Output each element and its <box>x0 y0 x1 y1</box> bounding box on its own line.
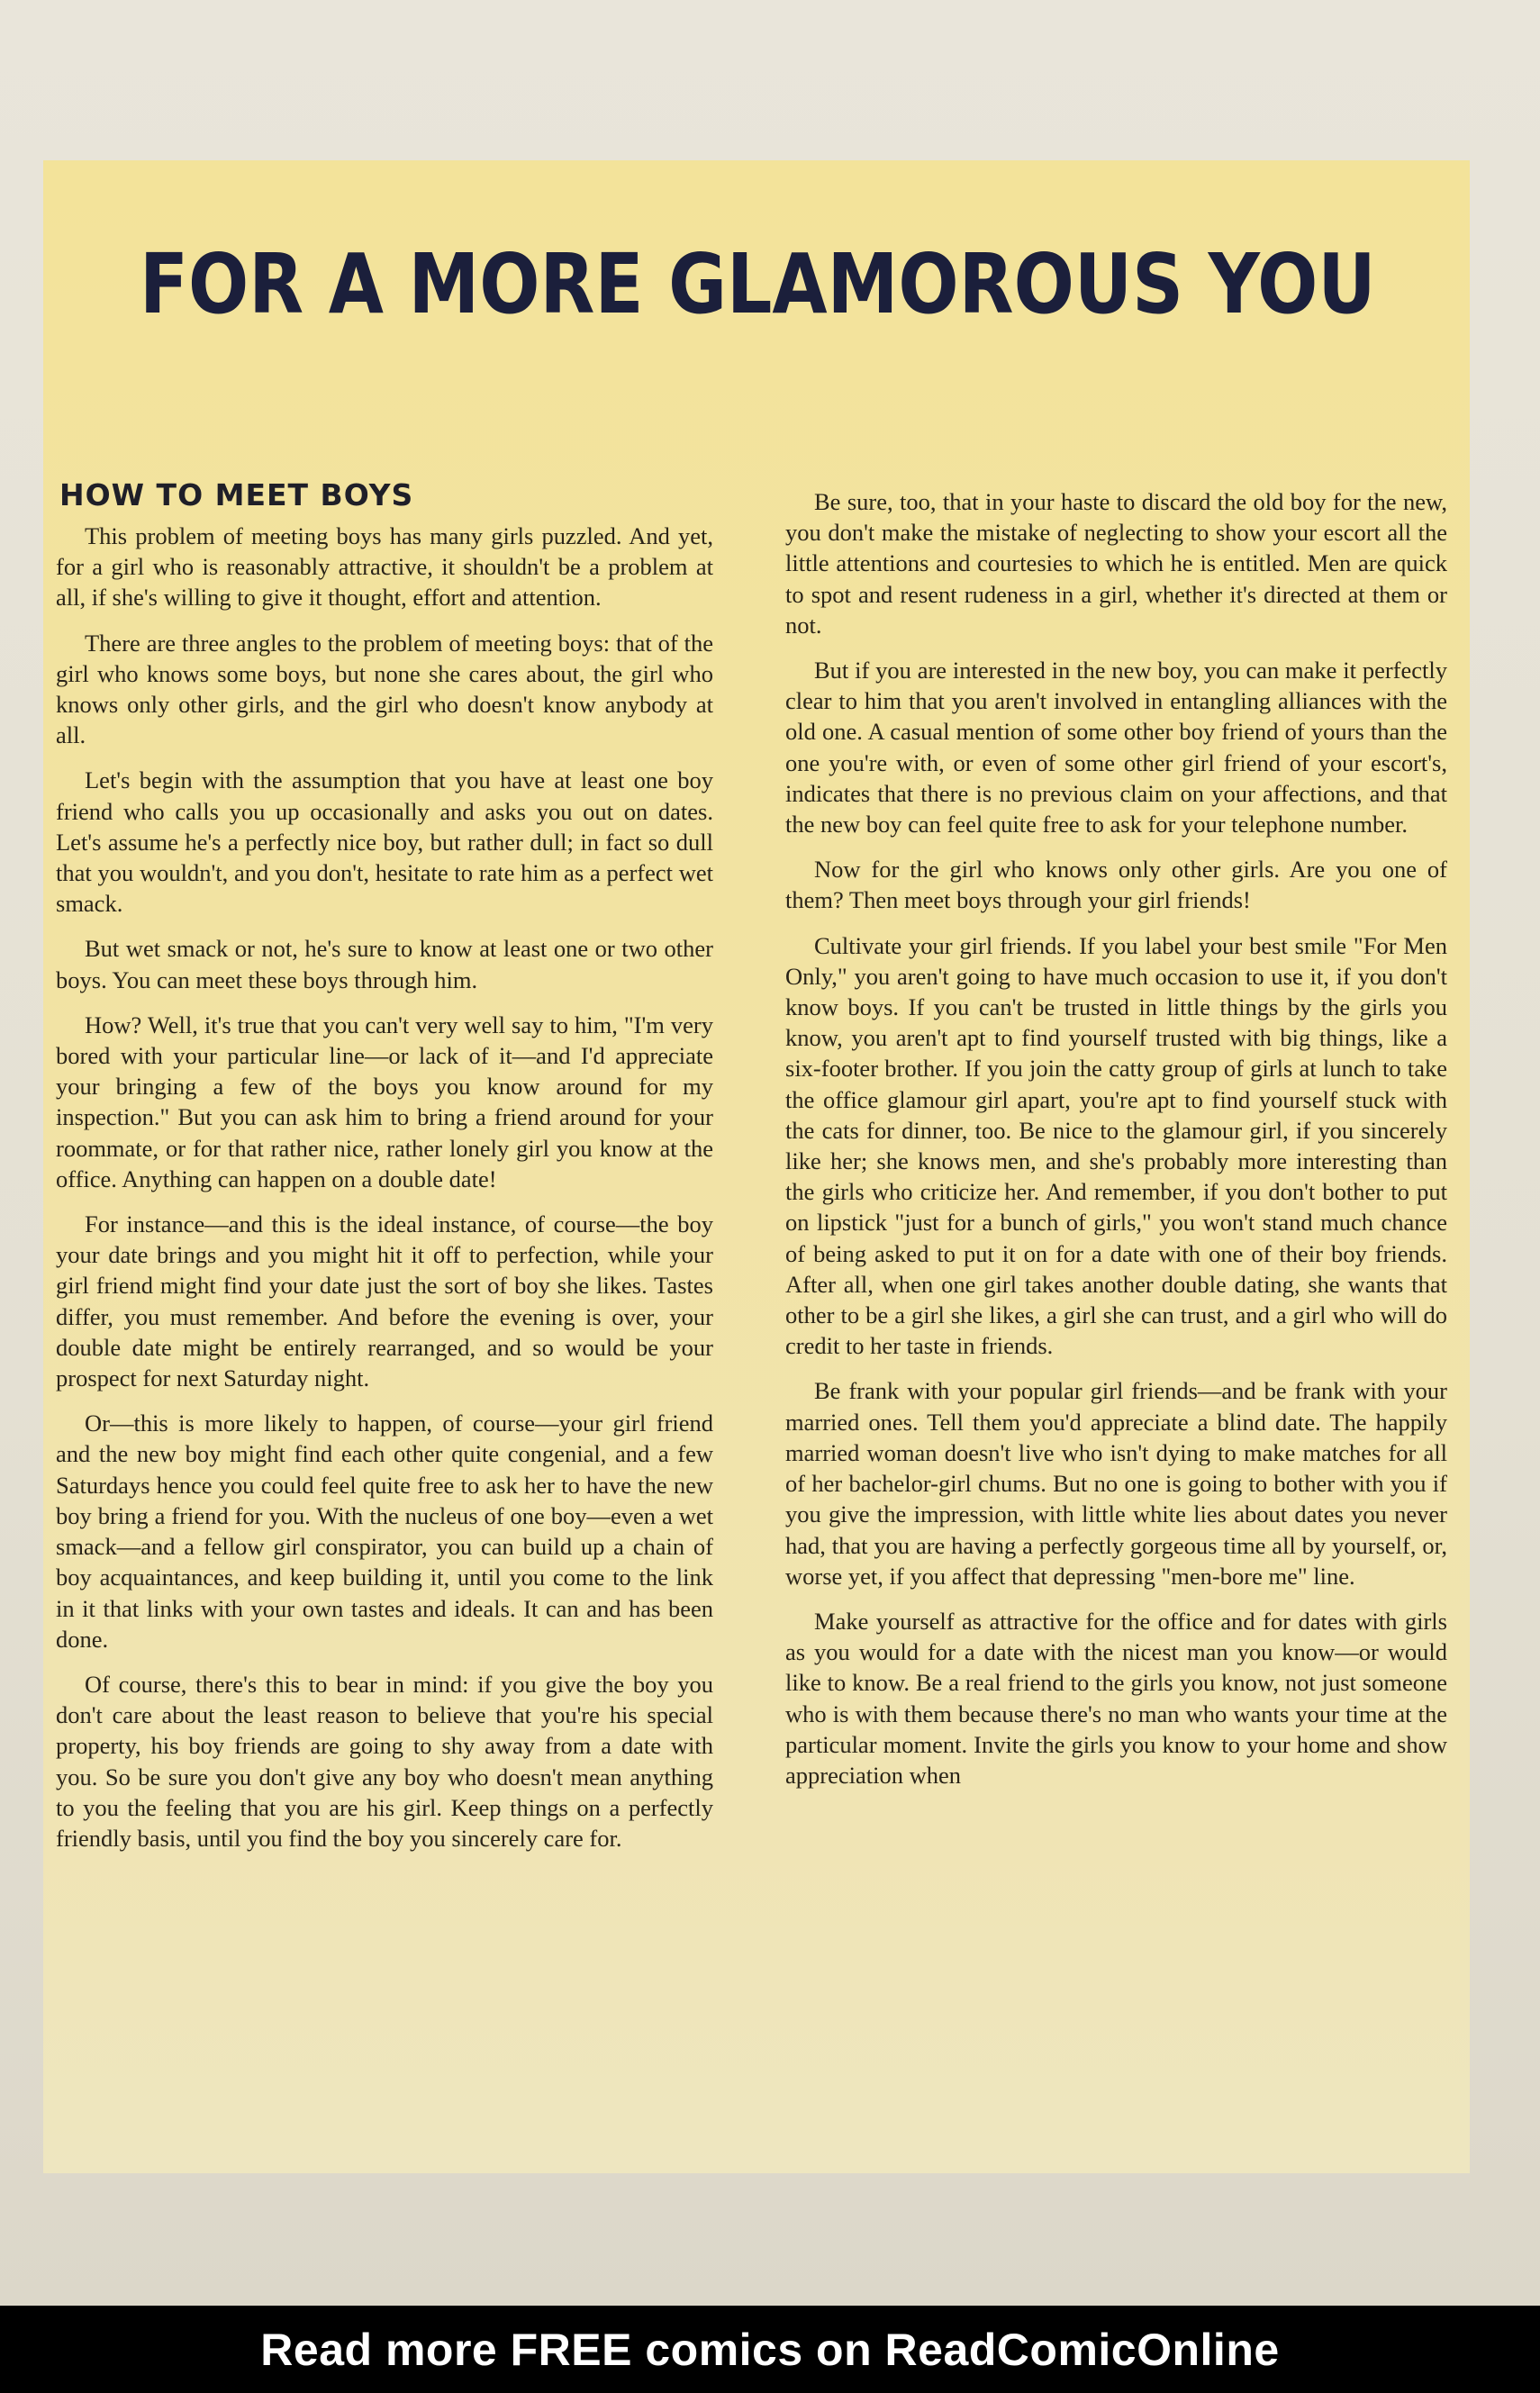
paragraph: Be frank with your popular girl friends—and be frank with your married ones. Tell them you'd appreciate a blind date. The happily married woman doesn't live who isn't dying to make matches for all of her bachelor-girl chums. But no one is going to bother with you if you give the impression, with little white lies about dates you never had, that you are having a perfectly gorgeous time all by yourself, or, worse yet, if you affect that depressing "men-bore me" line. <box>785 1377 1447 1590</box>
promo-banner[interactable] <box>0 2306 1540 2393</box>
page-title: FOR A MORE GLAMOROUS YOU <box>140 236 1376 332</box>
paragraph: But wet smack or not, he's sure to know at least one or two other boys. You can meet these boys through him. <box>56 935 713 993</box>
paragraph: Cultivate your girl friends. If you label your best smile "For Men Only," you aren't going to have much occasion to use it, if you don't know boys. If you can't be trusted in little things by the girls you know, you aren't apt to find yourself trusted with big things, like a six-footer brother. If you join the catty group of girls at lunch to take the office glamour girl apart, you're apt to find yourself stuck with the cats for dinner, too. Be nice to the glamour girl, if you sincerely like her; she knows men, and she's probably more interesting than the girls who criticize her. And remember, if you don't bother to put on lipstick "just for a bunch of girls," you won't stand much chance of being asked to put it on for a date with one of their boy friends. After all, when one girl takes another double dating, she wants that other to be a girl she likes, a girl she can trust, and a girl who will do credit to her taste in friends. <box>785 931 1447 1360</box>
paragraph: Now for the girl who knows only other girls. Are you one of them? Then meet boys through your girl friends! <box>785 856 1447 914</box>
promo-banner-text: Read more FREE comics on ReadComicOnline <box>260 2324 1280 2375</box>
paragraph: There are three angles to the problem of meeting boys: that of the girl who knows some boys, but none she cares about, the girl who knows only other girls, and the girl who doesn't know anybody at all. <box>56 629 713 749</box>
paragraph: Or—this is more likely to happen, of course—your girl friend and the new boy might find each other quite congenial, and a few Saturdays hence you could feel quite free to ask her to have the new boy bring a friend for you. With the nucleus of one boy—even a wet smack—and a fellow girl conspirator, you can build up a chain of boy acquaintances, and keep building it, until you come to the link in it that links with your own tastes and ideals. It can and has been done. <box>56 1410 713 1653</box>
left-column <box>56 477 713 1868</box>
paragraph: But if you are interested in the new boy, you can make it perfectly clear to him that you aren't involved in entangling alliances with the old one. A casual mention of some other boy friend of yours than the one you're with, or even of some other girl friend of your escort's, indicates that there is no previous claim on your affections, and that the new boy can feel quite free to ask for your telephone number. <box>785 657 1447 838</box>
paragraph: This problem of meeting boys has many girls puzzled. And yet, for a girl who is reasonably attractive, it shouldn't be a problem at all, if she's willing to give it thought, effort and attention. <box>56 522 713 612</box>
paragraph: Make yourself as attractive for the office and for dates with girls as you would for a date with the nicest man you know—or would like to know. Be a real friend to the girls you know, not just someone who is with them because there's no man who wants your time at the particular moment. Invite the girls you know to your home and show appreciation when <box>785 1607 1447 1789</box>
section-heading: HOW TO MEET BOYS <box>59 477 414 512</box>
paragraph: For instance—and this is the ideal instance, of course—the boy your date brings and you might hit it off to perfection, while your girl friend might find your date just the sort of boy she likes. Tastes differ, you must remember. And before the evening is over, your double date might be entirely rearranged, and so would be your prospect for next Saturday night. <box>56 1210 713 1392</box>
right-column <box>785 486 1447 1805</box>
paragraph: Let's begin with the assumption that you have at least one boy friend who calls you up occasionally and asks you out on dates. Let's assume he's a perfectly nice boy, but rather dull; in fact so dull that you wouldn't, and you don't, hesitate to rate him as a perfect wet smack. <box>56 766 713 918</box>
paragraph: Be sure, too, that in your haste to discard the old boy for the new, you don't make the mistake of neglecting to show your escort all the little attentions and courtesies to which he is entitled. Men are quick to spot and resent rudeness in a girl, whether it's directed at them or not. <box>785 488 1447 639</box>
paragraph: How? Well, it's true that you can't very well say to him, "I'm very bored with your particular line—or lack of it—and I'd appreciate your bringing a few of the boys you know around for my inspection." But you can ask him to bring a friend around for your roommate, or for that rather nice, rather lonely girl you know at the office. Anything can happen on a double date! <box>56 1011 713 1192</box>
paragraph: Of course, there's this to bear in mind: if you give the boy you don't care about the least reason to believe that you're his special property, his boy friends are going to shy away from a date with you. So be sure you don't give any boy who doesn't mean anything to you the feeling that you are his girl. Keep things on a perfectly friendly basis, until you find the boy you sincerely care for. <box>56 1670 713 1852</box>
